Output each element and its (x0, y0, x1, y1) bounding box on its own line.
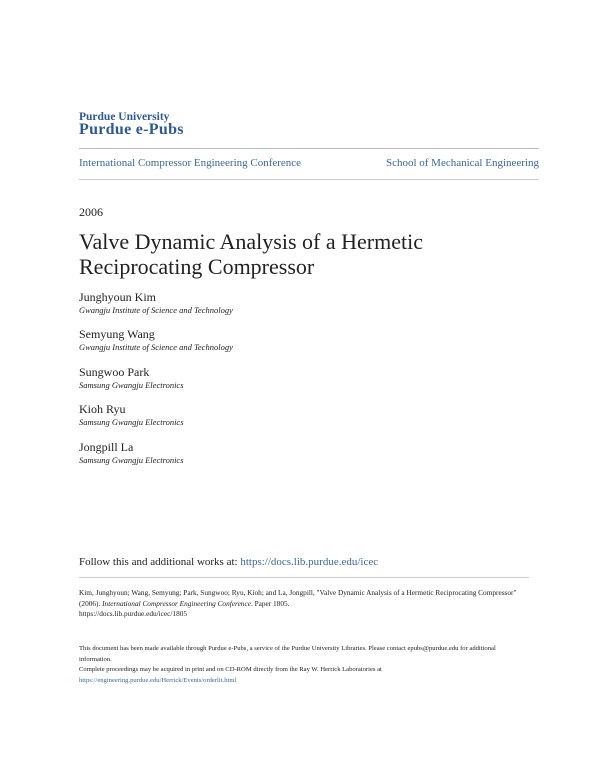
author-name: Kioh Ryu (79, 402, 126, 416)
citation-venue: International Compressor Engineering Conference (102, 598, 251, 608)
author-affiliation: Gwangju Institute of Science and Technology (79, 342, 233, 352)
author-name: Sungwoo Park (79, 365, 150, 379)
author-name: Jongpill La (79, 440, 134, 454)
follow-text: Follow this and additional works at: (79, 556, 241, 568)
title-line: Valve Dynamic Analysis of a Hermetic (79, 229, 423, 254)
citation-paper: . Paper 1805. (250, 598, 290, 608)
citation-text: Kim, Junghyoun; Wang, Semyung; Park, Sungwoo; Ryu, Kioh; and La, Jongpill, "Valve Dynamic Analysis of a Hermetic Reciprocating Compressor" (2006). (79, 588, 517, 608)
author-affiliation: Samsung Gwangju Electronics (79, 455, 184, 465)
collection-link[interactable]: https://docs.lib.purdue.edu/icec (240, 556, 379, 568)
follow-line (79, 556, 378, 568)
citation-url: https://docs.lib.purdue.edu/icec/1805 (79, 609, 188, 618)
paper-title (79, 229, 423, 279)
divider (79, 148, 539, 149)
herrick-link[interactable]: https://engineering.purdue.edu/Herrick/Events/orderlit.html (79, 676, 237, 684)
author-name: Junghyoun Kim (79, 290, 157, 304)
notice-line (79, 665, 529, 686)
divider (79, 577, 529, 578)
divider (79, 179, 539, 180)
publication-year: 2006 (79, 205, 103, 219)
conference-link[interactable]: International Compressor Engineering Conference (79, 157, 302, 169)
notice-line: This document has been made available through Purdue e-Pubs, a service of the Purdue University Libraries. Please contact epubs@purdue.edu for additional information. (79, 645, 496, 663)
notice-text: Complete proceedings may be acquired in print and on CD-ROM directly from the Ray W. Herrick Laboratories at (79, 666, 382, 673)
university-name: Purdue University (79, 111, 170, 123)
title-line: Reciprocating Compressor (79, 254, 315, 279)
author-name: Semyung Wang (79, 327, 155, 341)
author-affiliation: Samsung Gwangju Electronics (79, 417, 184, 427)
school-link[interactable]: School of Mechanical Engineering (385, 157, 539, 169)
citation (79, 588, 529, 620)
author-affiliation: Gwangju Institute of Science and Technology (79, 305, 233, 315)
notice (79, 644, 529, 686)
author-affiliation: Samsung Gwangju Electronics (79, 380, 184, 390)
repository-name: Purdue e-Pubs (79, 121, 184, 138)
